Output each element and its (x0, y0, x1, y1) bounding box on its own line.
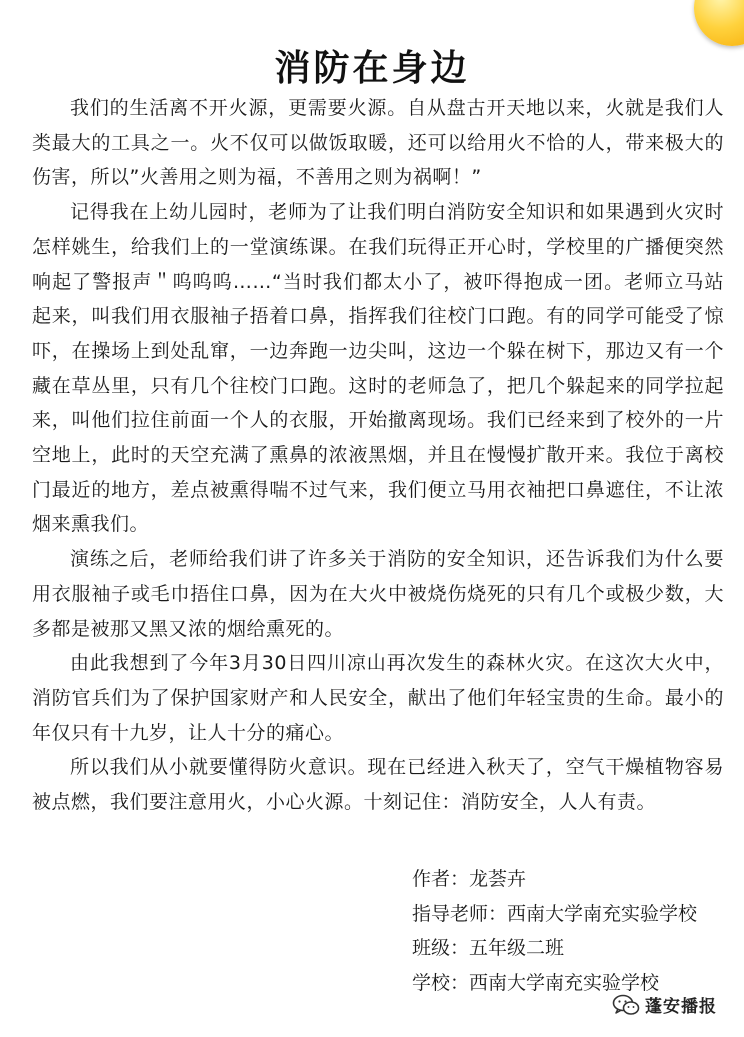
paragraph-forest-fire: 由此我想到了今年3月30日四川凉山再次发生的森林火灾。在这次大火中，消防官兵们为了保护国家财产和人民安全，献出了他们年轻宝贵的生命。最小的年仅只有十九岁，让人十分的痛心。 (32, 652, 724, 744)
paragraph-conclusion: 所以我们从小就要懂得防火意识。现在已经进入秋天了，空气干燥植物容易被点燃，我们要注意用火，小心火源。十刻记住：消防安全，人人有责。 (32, 756, 724, 814)
school-line: 学校：西南大学南充实验学校 (412, 971, 660, 994)
paragraph-knowledge: 演练之后，老师给我们讲了许多关于消防的安全知识，还告诉我们为什么要用衣服袖子或毛巾捂住口鼻，因为在大火中被烧伤烧死的只有几个或极少数，大多都是被那又黑又浓的烟给熏死的。 (32, 548, 724, 640)
paragraph-drill: 记得我在上幼儿园时，老师为了让我们明白消防安全知识和如果遇到火灾时怎样姚生，给我们上的一堂演练课。在我们玩得正开心时，学校里的广播便突然响起了警报声＂呜呜呜……“当时我们都太小了，被吓得抱成一团。老师立马站起来，叫我们用衣服袖子捂着口鼻，指挥我们往校门口跑。有的同学可能受了惊吓，在操场上到处乱窜，一边奔跑一边尖叫，这边一个躲在树下，那边又有一个藏在草丛里，只有几个往校门口跑。这时的老师急了，把几个躲起来的同学拉起来，叫他们拉住前面一个人的衣服，开始撤离现场。我们已经来到了校外的一片空地上，此时的天空充满了熏鼻的浓液黑烟，并且在慢慢扩散开来。我位于离校门最近的地方，差点被熏得喘不过气来，我们便立马用衣袖把口鼻遮住，不让浓烟来熏我们。 (32, 201, 724, 536)
teacher-line: 指导老师：西南大学南充实验学校 (412, 902, 698, 925)
article-body (32, 91, 724, 820)
signature-block (412, 862, 732, 1000)
corner-decoration (694, 0, 744, 46)
watermark-text: 蓬安播报 (645, 997, 717, 1017)
author-line: 作者：龙荟卉 (412, 868, 527, 890)
page-title: 消防在身边 (274, 47, 470, 90)
paragraph-intro: 我们的生活离不开火源，更需要火源。自从盘古开天地以来，火就是我们人类最大的工具之一。火不仅可以做饭取暖，还可以给用火不恰的人，带来极大的伤害，所以”火善用之则为福，不善用之则为祸啊！” (32, 97, 724, 189)
wechat-icon (612, 993, 640, 1017)
watermark (612, 992, 717, 1017)
class-line: 班级：五年级二班 (412, 937, 565, 959)
